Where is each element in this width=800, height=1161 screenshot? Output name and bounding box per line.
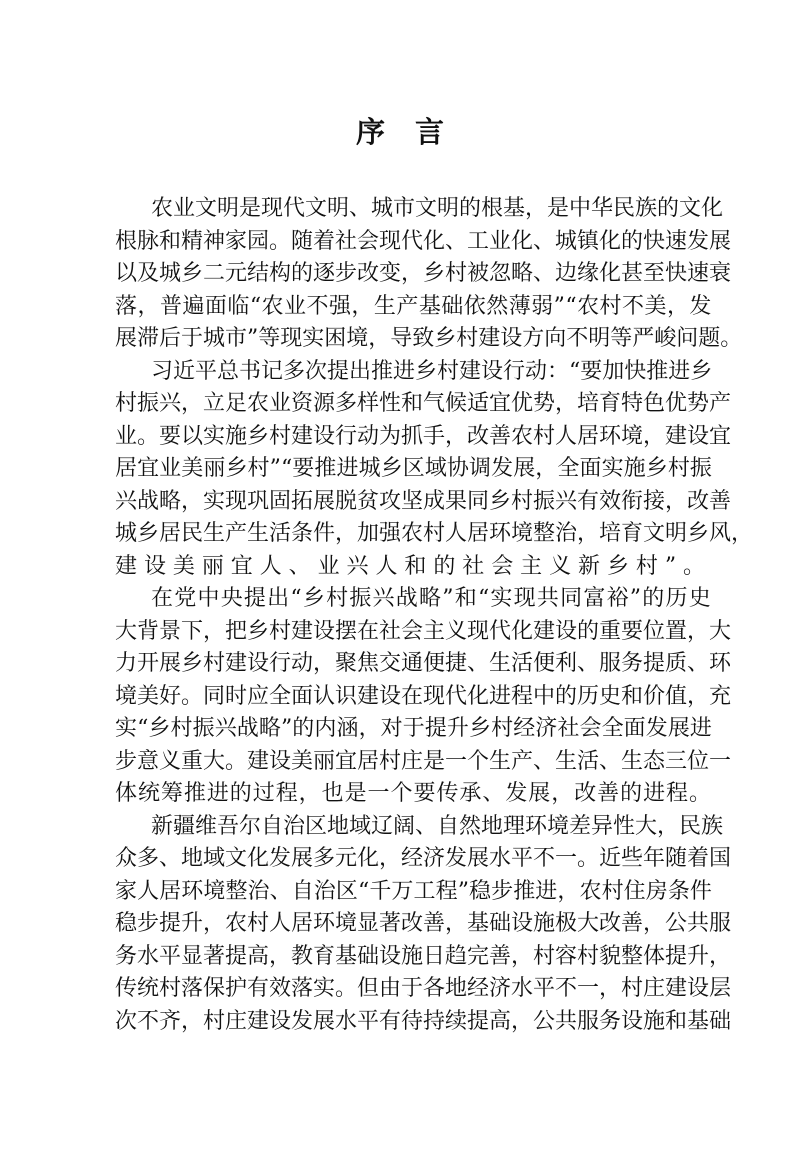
title-char: 序	[355, 115, 385, 149]
text-line: 稳步提升，农村人居环境显著改善，基础设施极大改善，公共服	[115, 911, 732, 936]
text-line: 步意义重大。建设美丽宜居村庄是一个生产、生活、生态三位一	[115, 748, 732, 774]
text-line: 众多、地域文化发展多元化，经济发展水平不一。近些年随着国	[115, 846, 732, 871]
text-line-row	[115, 551, 712, 584]
text-line-row	[115, 746, 732, 779]
text-line-row	[115, 843, 732, 876]
text-line: 业。要以实施乡村建设行动为抓手，改善农村人居环境，建设宜	[115, 423, 732, 449]
text-line: 以及城乡二元结构的逐步改变，乡村被忽略、边缘化甚至快速衰	[115, 261, 732, 286]
page-title	[0, 112, 800, 152]
text-line-row	[115, 193, 724, 226]
text-line: 村振兴，立足农业资源多样性和气候适宜优势，培育特色优势产	[115, 391, 732, 416]
paragraph	[115, 356, 754, 584]
text-line-row	[115, 518, 754, 551]
text-line-row	[115, 616, 732, 649]
paragraph	[115, 583, 732, 811]
text-line-row	[115, 356, 712, 389]
text-line-row	[115, 486, 732, 519]
text-line: 传统村落保护有效落实。但由于各地经济水平不一，村庄建设层	[115, 976, 732, 1001]
text-line-row	[115, 941, 732, 974]
text-line-row	[115, 258, 732, 291]
text-line: 根脉和精神家园。随着社会现代化、工业化、城镇化的快速发展	[115, 228, 732, 254]
text-line-row	[115, 226, 732, 259]
text-line: 落，普遍面临“农业不强，生产基础依然薄弱”“农村不美，发	[115, 293, 712, 319]
text-line: 新疆维吾尔自治区地域辽阔、自然地理环境差异性大，民族	[151, 813, 724, 839]
text-line-row	[115, 713, 712, 746]
text-line-row	[115, 908, 732, 941]
text-line: 展滞后于城市”等现实困境，导致乡村建设方向不明等严峻问题。	[115, 326, 743, 351]
text-line: 力开展乡村建设行动，聚焦交通便捷、生活便利、服务提质、环	[115, 651, 732, 676]
text-line: 实“乡村振兴战略”的内涵，对于提升乡村经济社会全面发展进	[115, 716, 713, 741]
text-line-row	[115, 681, 732, 714]
text-line: 农业文明是现代文明、城市文明的根基，是中华民族的文化	[151, 196, 724, 221]
text-line-row	[115, 323, 743, 356]
text-line-row	[115, 453, 712, 486]
text-line: 家人居环境整治、自治区“千万工程”稳步推进，农村住房条件	[115, 878, 713, 904]
text-line: 大背景下，把乡村建设摆在社会主义现代化建设的重要位置，大	[115, 618, 732, 644]
text-line-row	[115, 291, 712, 324]
title-char: 言	[415, 115, 445, 149]
text-line: 境美好。同时应全面认识建设在现代化进程中的历史和价值，充	[115, 683, 732, 709]
text-line: 习近平总书记多次提出推进乡村建设行动：“要加快推进乡	[151, 358, 713, 384]
text-line: 次不齐，村庄建设发展水平有待持续提高，公共服务设施和基础	[115, 1008, 732, 1034]
text-line-row	[115, 778, 712, 811]
text-line: 建设美丽宜人、业兴人和的社会主义新乡村”。	[115, 553, 712, 579]
preface-body	[115, 193, 754, 1038]
paragraph	[115, 193, 743, 356]
text-line-row	[115, 388, 732, 421]
text-line: 在党中央提出“乡村振兴战略”和“实现共同富裕”的历史	[151, 586, 712, 611]
text-line-row	[115, 648, 732, 681]
text-line-row	[115, 421, 732, 454]
text-line-row	[115, 973, 732, 1006]
text-line-row	[115, 1006, 732, 1039]
text-line-row	[115, 583, 712, 616]
text-line: 兴战略，实现巩固拓展脱贫攻坚成果同乡村振兴有效衔接，改善	[115, 488, 732, 514]
text-line: 体统筹推进的过程，也是一个要传承、发展，改善的进程。	[115, 781, 712, 806]
text-line-row	[115, 811, 724, 844]
text-line-row	[115, 876, 712, 909]
text-line: 务水平显著提高，教育基础设施日趋完善，村容村貌整体提升，	[115, 943, 732, 969]
paragraph	[115, 811, 732, 1039]
text-line: 居宜业美丽乡村”“要推进城乡区域协调发展，全面实施乡村振	[115, 456, 713, 481]
text-line: 城乡居民生产生活条件，加强农村人居环境整治，培育文明乡风，	[115, 521, 754, 546]
